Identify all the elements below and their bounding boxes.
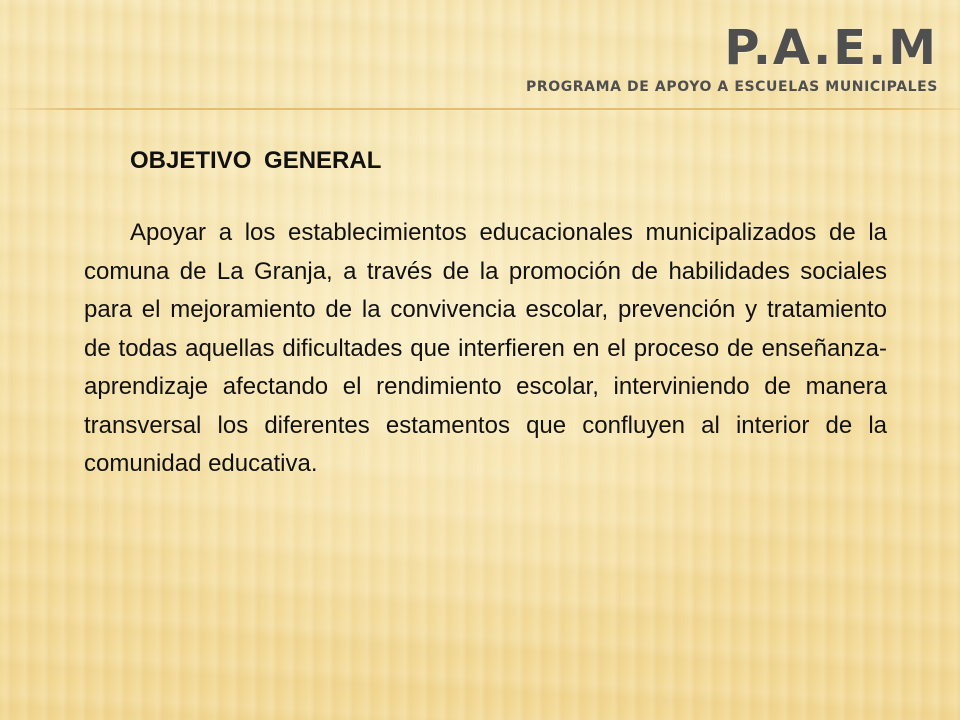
header-branding (526, 20, 938, 96)
page-subtitle: PROGRAMA DE APOYO A ESCUELAS MUNICIPALES (525, 79, 938, 95)
section-heading: OBJETIVO GENERAL (130, 147, 382, 174)
page-title: P.A.E.M (724, 20, 938, 76)
objective-paragraph: Apoyar a los establecimientos educacionales municipalizados de la comuna de La Granja, a través de la promoción de habilidades sociales para el mejoramiento de la convivencia escolar, prevención y tratamiento de todas aquellas dificultades que interfieren en el proceso de enseñanza-aprendizaje afectando el rendimiento escolar, interviniendo de manera transversal los diferentes estamentos que confluyen al interior de la comunidad educativa. (84, 219, 887, 477)
header-divider (0, 108, 960, 110)
slide-content (84, 145, 887, 484)
